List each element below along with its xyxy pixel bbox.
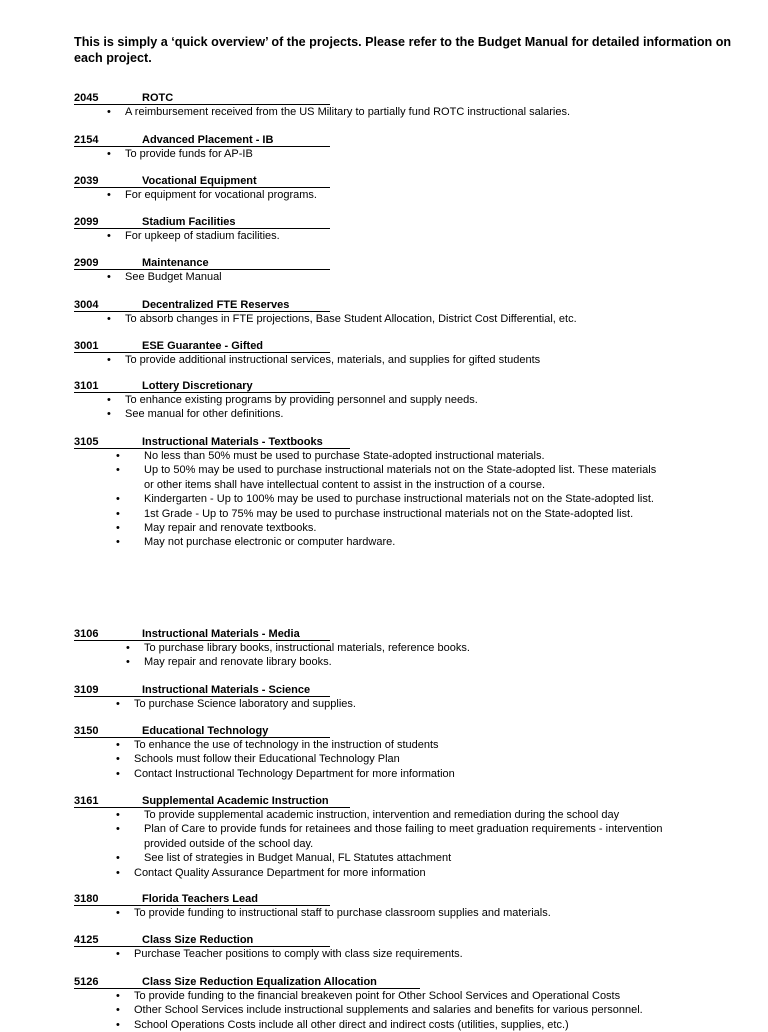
project-4125 (74, 934, 734, 961)
project-name: Decentralized FTE Reserves (142, 299, 290, 311)
project-header (74, 340, 734, 353)
bullet-list (74, 697, 734, 711)
list-item: • May not purchase electronic or computer hardware. (116, 536, 396, 549)
project-3105 (74, 436, 734, 550)
list-item: • See manual for other definitions. (107, 408, 284, 421)
project-2045 (74, 92, 734, 119)
project-code: 5126 (74, 976, 99, 988)
list-item: • A reimbursement received from the US Military to partially fund ROTC instructional salaries. (107, 106, 571, 118)
bullet-list (74, 229, 734, 243)
bullet-icon: • (126, 656, 130, 669)
project-3150 (74, 725, 734, 781)
project-name: Educational Technology (142, 725, 269, 737)
bullet-list (74, 449, 734, 550)
list-item: • To provide funding to the financial breakeven point for Other School Services and Operational Costs (116, 990, 621, 1002)
project-code: 2099 (74, 216, 99, 228)
project-3109 (74, 684, 734, 711)
bullet-icon: • (116, 522, 120, 535)
list-item: • Purchase Teacher positions to comply with class size requirements. (116, 948, 463, 960)
list-item: • To provide funds for AP-IB (107, 148, 253, 160)
bullet-icon: • (116, 753, 120, 766)
bullet-list (74, 188, 734, 202)
list-item: • Contact Quality Assurance Department for more information (116, 866, 426, 879)
page-title: This is simply a ‘quick overview’ of the projects. Please refer to the Budget Manual for detailed information on each project. (74, 35, 732, 65)
project-code: 3105 (74, 436, 99, 448)
project-name: ESE Guarantee - Gifted (142, 340, 264, 352)
project-name: ROTC (142, 92, 174, 104)
project-name: Lottery Discretionary (142, 380, 253, 392)
list-item: • Kindergarten - Up to 100% may be used to purchase instructional materials not on the State-adopted list. (116, 493, 654, 506)
project-name: Instructional Materials - Textbooks (142, 436, 323, 448)
list-item: • School Operations Costs include all other direct and indirect costs (utilities, supplies, etc.) (116, 1018, 569, 1031)
bullet-list (74, 641, 734, 670)
project-code: 3180 (74, 893, 99, 905)
project-name: Instructional Materials - Science (142, 684, 311, 696)
project-3106 (74, 628, 734, 670)
bullet-list (74, 270, 734, 284)
project-code: 3150 (74, 725, 99, 737)
bullet-list (74, 353, 734, 367)
list-item: • For upkeep of stadium facilities. (107, 230, 280, 242)
bullet-icon: • (116, 507, 120, 520)
bullet-icon: • (116, 907, 120, 919)
bullet-icon: • (116, 464, 120, 477)
project-header (74, 934, 734, 947)
bullet-icon: • (116, 493, 120, 506)
project-code: 3106 (74, 628, 99, 640)
project-code: 2039 (74, 175, 99, 187)
bullet-icon: • (116, 767, 120, 780)
bullet-icon: • (116, 990, 120, 1002)
project-code: 3004 (74, 299, 99, 311)
bullet-icon: • (116, 809, 120, 821)
project-name: Advanced Placement - IB (142, 134, 274, 146)
list-item: • To provide supplemental academic instruction, intervention and remediation during the school day (116, 809, 620, 821)
bullet-icon: • (116, 852, 120, 865)
list-item: • May repair and renovate textbooks. (116, 522, 317, 535)
bullet-icon: • (116, 823, 120, 836)
bullet-list (74, 147, 734, 161)
bullet-list (74, 312, 734, 326)
bullet-icon: • (116, 1004, 120, 1017)
project-2909 (74, 257, 734, 284)
project-header (74, 628, 734, 641)
project-header (74, 216, 734, 229)
bullet-icon: • (116, 739, 120, 751)
project-name: Class Size Reduction (142, 934, 254, 946)
project-name: Instructional Materials - Media (142, 628, 300, 640)
project-3001 (74, 340, 734, 367)
bullet-icon: • (116, 536, 120, 549)
bullet-icon: • (107, 189, 111, 201)
bullet-icon: • (107, 394, 111, 406)
list-item: • To enhance existing programs by providing personnel and supply needs. (107, 394, 478, 406)
project-header (74, 257, 734, 270)
project-header (74, 175, 734, 188)
bullet-list (74, 105, 734, 119)
project-header (74, 725, 734, 738)
project-code: 3109 (74, 684, 99, 696)
project-2099 (74, 216, 734, 243)
project-code: 3101 (74, 380, 99, 392)
list-item: • Other School Services include instructional supplements and salaries and benefits for various personnel. (116, 1004, 643, 1017)
project-3161 (74, 795, 734, 880)
bullet-icon: • (116, 698, 120, 710)
project-header (74, 893, 734, 906)
list-item: • No less than 50% must be used to purchase State-adopted instructional materials. (116, 450, 545, 462)
bullet-icon: • (116, 1018, 120, 1031)
list-item: • Contact Instructional Technology Department for more information (116, 767, 455, 780)
project-header (74, 92, 734, 105)
project-header (74, 795, 734, 808)
bullet-icon: • (107, 148, 111, 160)
bullet-list (74, 906, 734, 920)
list-item: • May repair and renovate library books. (126, 656, 332, 669)
project-name: Class Size Reduction Equalization Allocation (142, 976, 377, 988)
list-item: • To purchase library books, instructional materials, reference books. (126, 642, 470, 654)
project-name: Vocational Equipment (142, 175, 257, 187)
list-item: provided outside of the school day. (144, 837, 314, 850)
project-header (74, 684, 734, 697)
list-item: • To enhance the use of technology in the instruction of students (116, 739, 439, 751)
project-code: 2045 (74, 92, 99, 104)
project-header (74, 134, 734, 147)
project-code: 3001 (74, 340, 99, 352)
project-header (74, 436, 734, 449)
project-name: Maintenance (142, 257, 209, 269)
list-item: • To provide funding to instructional staff to purchase classroom supplies and materials. (116, 907, 551, 919)
list-item: • To purchase Science laboratory and supplies. (116, 698, 356, 710)
bullet-icon: • (107, 313, 111, 325)
project-name: Supplemental Academic Instruction (142, 795, 329, 807)
bullet-icon: • (107, 271, 111, 283)
list-item: • Up to 50% may be used to purchase instructional materials not on the State-adopted list. These materials (116, 464, 657, 477)
project-3101 (74, 380, 734, 422)
bullet-icon: • (116, 866, 120, 879)
project-header (74, 380, 734, 393)
list-item: • Schools must follow their Educational Technology Plan (116, 753, 400, 766)
list-item: or other items shall have intellectual content to assist in the instruction of a course. (144, 478, 546, 491)
bullet-icon: • (107, 230, 111, 242)
bullet-list (74, 808, 734, 880)
project-code: 4125 (74, 934, 99, 946)
list-item: • See Budget Manual (107, 271, 222, 283)
bullet-icon: • (116, 948, 120, 960)
bullet-icon: • (107, 354, 111, 366)
project-name: Stadium Facilities (142, 216, 236, 228)
list-item: • See list of strategies in Budget Manual, FL Statutes attachment (116, 852, 452, 865)
project-code: 2154 (74, 134, 99, 146)
project-header (74, 299, 734, 312)
project-3180 (74, 893, 734, 920)
project-2039 (74, 175, 734, 202)
bullet-icon: • (107, 408, 111, 421)
list-item: • Plan of Care to provide funds for retainees and those failing to meet graduation requirements - intervention (116, 823, 663, 836)
bullet-list (74, 738, 734, 781)
project-name: Florida Teachers Lead (142, 893, 258, 905)
project-2154 (74, 134, 734, 161)
list-item: • For equipment for vocational programs. (107, 189, 317, 201)
bullet-list (74, 393, 734, 422)
bullet-icon: • (107, 106, 111, 118)
project-code: 3161 (74, 795, 99, 807)
bullet-icon: • (116, 450, 120, 462)
bullet-list (74, 989, 734, 1032)
project-code: 2909 (74, 257, 99, 269)
project-3004 (74, 299, 734, 326)
bullet-list (74, 947, 734, 961)
list-item: • 1st Grade - Up to 75% may be used to purchase instructional materials not on the State-adopted list. (116, 507, 634, 520)
list-item: • To provide additional instructional services, materials, and supplies for gifted students (107, 354, 541, 366)
project-header (74, 976, 734, 989)
bullet-icon: • (126, 642, 130, 654)
list-item: • To absorb changes in FTE projections, Base Student Allocation, District Cost Differential, etc. (107, 313, 577, 325)
